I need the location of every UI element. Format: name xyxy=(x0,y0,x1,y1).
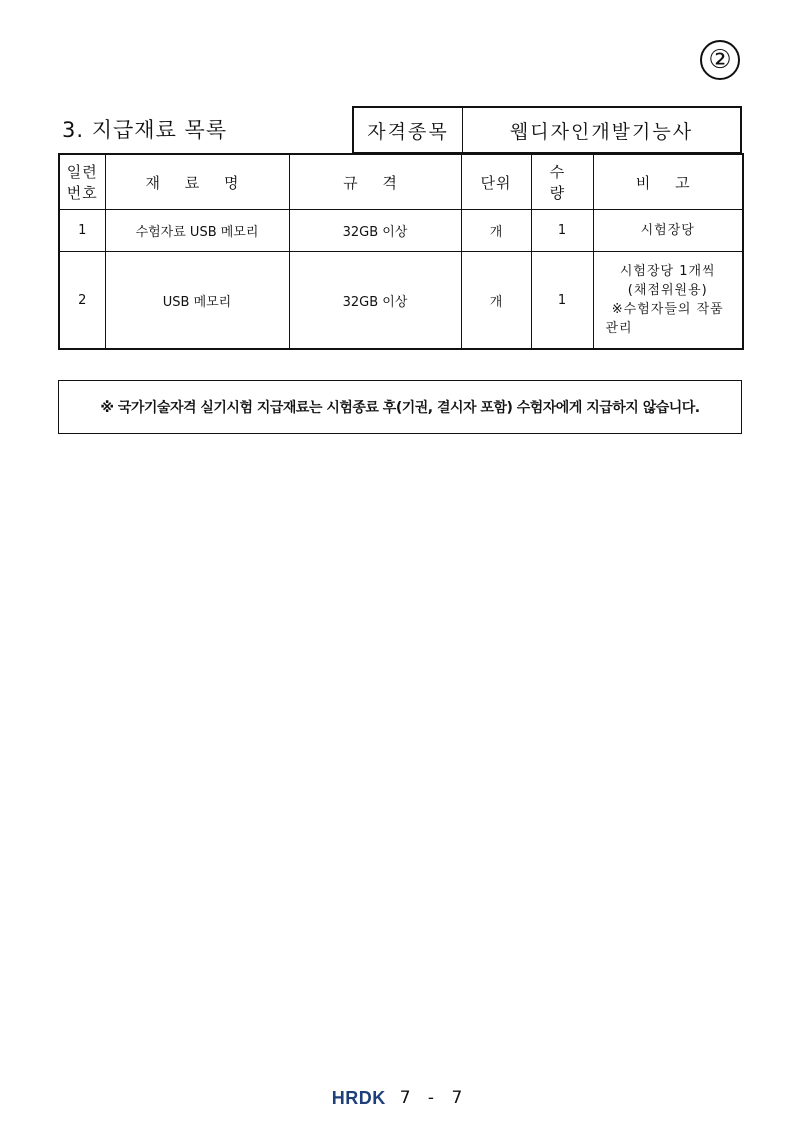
note-line: 시험장당 1개씩 xyxy=(619,264,716,279)
cell-material: 수험자료 USB 메모리 xyxy=(105,210,289,252)
cell-quantity: 1 xyxy=(531,210,593,252)
certification-box xyxy=(352,106,742,154)
header-spec: 규 격 xyxy=(289,154,461,210)
notice-text: ※ 국가기술자격 실기시험 지급재료는 시험종료 후(기권, 결시자 포함) 수험자에게 지급하지 않습니다. xyxy=(100,400,700,416)
hrdk-logo: HRDK xyxy=(331,1087,386,1108)
section-title: 3. 지급재료 목록 xyxy=(62,118,228,142)
cell-spec: 32GB 이상 xyxy=(289,252,461,350)
page-marker: ② xyxy=(700,40,740,80)
cell-note xyxy=(593,210,743,252)
table-header-row xyxy=(59,154,743,210)
header-quantity: 수 량 xyxy=(531,154,593,210)
page-footer xyxy=(0,1086,800,1110)
header-unit: 단위 xyxy=(461,154,531,210)
materials-table xyxy=(58,153,744,350)
header-note: 비 고 xyxy=(593,154,743,210)
cell-unit: 개 xyxy=(461,252,531,350)
notice-box xyxy=(58,380,742,434)
header-serial-line1: 일련 xyxy=(66,163,98,181)
cell-material: USB 메모리 xyxy=(105,252,289,350)
cell-no: 2 xyxy=(59,252,105,350)
cell-note xyxy=(593,252,743,350)
page-number: 7 - 7 xyxy=(399,1088,469,1108)
cell-no: 1 xyxy=(59,210,105,252)
note-line: ※수험자들의 작품 xyxy=(611,302,724,317)
section-header xyxy=(58,106,742,154)
note-line: (채점위원용) xyxy=(627,283,708,298)
header-serial-line2: 번호 xyxy=(66,184,98,202)
cell-spec: 32GB 이상 xyxy=(289,210,461,252)
table-row xyxy=(59,252,743,350)
cell-quantity: 1 xyxy=(531,252,593,350)
certification-label: 자격종목 xyxy=(354,108,463,152)
table-row xyxy=(59,210,743,252)
note-line: 관리 xyxy=(605,321,633,336)
header-serial-number xyxy=(59,154,105,210)
header-material: 재 료 명 xyxy=(105,154,289,210)
note-line: 시험장당 xyxy=(640,223,695,238)
cell-unit: 개 xyxy=(461,210,531,252)
certification-value: 웹디자인개발기능사 xyxy=(509,120,694,143)
